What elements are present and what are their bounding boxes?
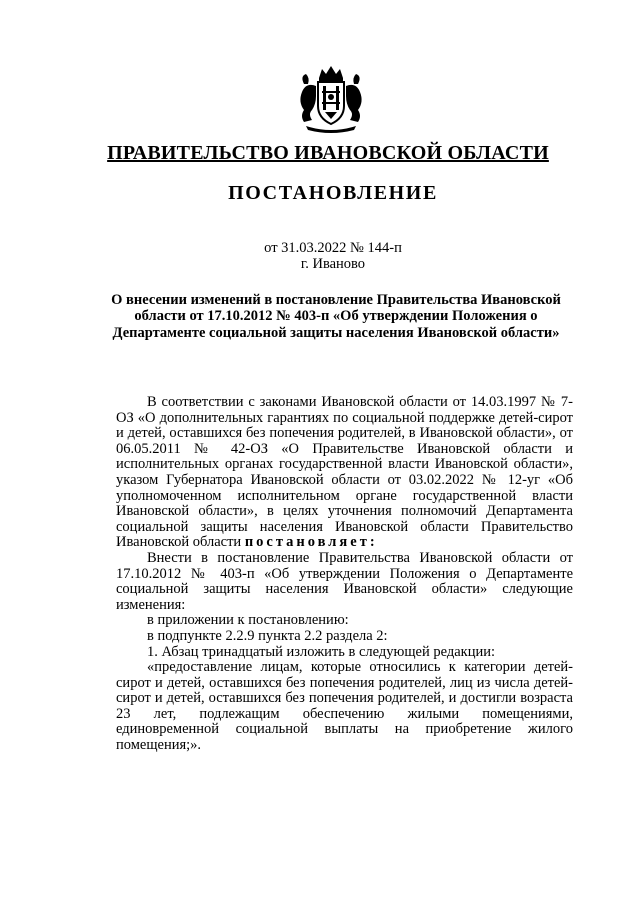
document-subject: О внесении изменений в постановление Правительства Ивановской области от 17.10.2012 № 403-п «Об утверждении Положения о Департаменте социальной защиты населения Ивановской области» xyxy=(111,292,561,341)
document-meta xyxy=(0,240,640,272)
paragraph-amend: Внести в постановление Правительства Ивановской области от 17.10.2012 № 403-п «Об утверждении Положения о Департаменте социальной защиты населения Ивановской области» следующие изменения: xyxy=(116,549,573,613)
paragraph-subclause: в подпункте 2.2.9 пункта 2.2 раздела 2: xyxy=(147,627,388,644)
paragraph-preamble xyxy=(116,395,573,551)
paragraph-appendix: в приложении к постановлению: xyxy=(147,612,349,629)
ivanovo-coat-of-arms-icon xyxy=(292,64,370,134)
preamble-text: В соответствии с законами Ивановской области от 14.03.1997 № 7-ОЗ «О дополнительных гарантиях по социальной поддержке детей-сирот и детей, оставшихся без попечения родителей, в Ивановской области», от 06.05.2011 № 42-ОЗ «О Правительстве Ивановской области и исполнительных органах государственной власти Ивановской области», указом Губернатора Ивановской области от 03.02.2022 № 12-уг «Об уполномоченном исполнительном органе государственной власти Ивановской области», в целях уточнения полномочий Департамента социальной защиты населения Ивановской области Правительство Ивановской области xyxy=(116,394,573,551)
city: г. Иваново xyxy=(300,256,366,272)
government-title: ПРАВИТЕЛЬСТВО ИВАНОВСКОЙ ОБЛАСТИ xyxy=(107,142,549,164)
paragraph-new-wording: «предоставление лицам, которые относились к категории детей-сирот и детей, оставшихся без попечения родителей, лиц из числа детей-сирот и детей, оставшихся без попечения родителей, и достигли возраста 23 лет, подлежащим обеспечению жилыми помещениями, единовременной социальной выплаты на приобретение жилого помещения;». xyxy=(116,659,573,754)
document-type: ПОСТАНОВЛЕНИЕ xyxy=(228,182,438,204)
date-and-number: от 31.03.2022 № 144-п xyxy=(264,240,402,256)
paragraph-item-1: 1. Абзац тринадцатый изложить в следующей редакции: xyxy=(147,643,495,660)
document-body xyxy=(116,395,573,754)
decree-word: постановляет: xyxy=(244,534,378,551)
